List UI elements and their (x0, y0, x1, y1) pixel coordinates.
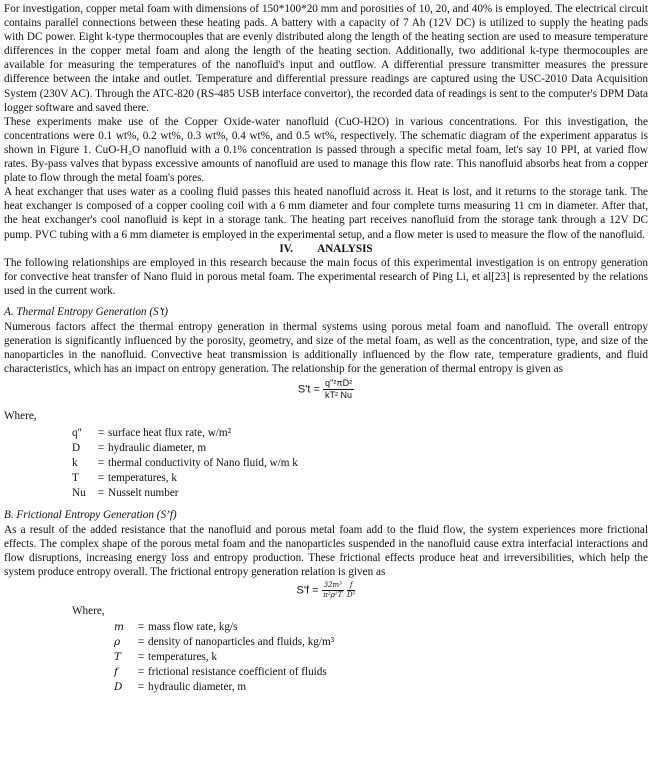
definition-symbol: D (114, 681, 123, 694)
definition-row (72, 471, 648, 486)
paragraph-experimental-setup: For investigation, copper metal foam with dimensions of 150*100*20 mm and porosities of 10, 20, and 40% is employed. The electrical circuit contains parallel connections between these heating pads. A battery with a capacity of 7 Ah (12V DC) is utilized to supply the heating pads with DC power. Eight k-type thermocouples that are evenly distributed along the length of the heating section are used to measure temperature differences in the copper metal foam and along the length of the heating section. Additionally, two additional k-type thermocouples are available for measuring the temperatures of the nanofluid's input and outflow. A differential pressure transmitter measures the pressure difference between the intake and outlet. Temperature and differential pressure readings are captured using the USC-2010 Data Acquisition System (230V AC). Through the ATC-820 (RS-485 USB interface convertor), the recorded data of readings is sent to the computer's DPM Data logger software and saved there. (4, 3, 648, 114)
definition-row (114, 620, 648, 635)
definition-text: surface heat flux rate, w/m² (108, 426, 231, 439)
paragraph-frictional-entropy: As a result of the added resistance that the nanofluid and porous metal foam add to the fluid flow, the system experiences more frictional effects. The complex shape of the porous metal foam and the nanoparticles suspended in the nanofluid cause extra interfacial interactions and flow disruptions, increasing energy loss and entropy production. These frictional effects produce heat and irreversibilities, which help the system produce entropy overall. The frictional entropy generation relation is given as (4, 523, 648, 578)
definition-row (114, 635, 648, 650)
definition-text: Nusselt number (108, 486, 179, 499)
definition-equals: = (137, 666, 145, 679)
equation-friction-fraction-2 (347, 581, 355, 600)
equation-frictional-entropy (4, 581, 648, 600)
equation-thermal-lhs: S't = (297, 383, 320, 396)
definition-symbol: Nu (72, 486, 86, 499)
definition-equals: = (137, 651, 145, 664)
definition-text: temperatures, k (148, 651, 217, 664)
where-label-friction: Where, (72, 605, 105, 617)
subsection-frictional-heading: B. Frictional Entropy Generation (S’f) (4, 508, 177, 521)
definition-text: mass flow rate, kg/s (148, 621, 238, 634)
paragraph-thermal-entropy: Numerous factors affect the thermal entropy generation in thermal systems using porous metal foam and nanofluid. The overall entropy generation is significantly influenced by the porosity, geometry, and size of the metal foam, as well as the concentration, type, and size of the nanoparticles in the nanofluid. Convective heat transmission is additionally influenced by the flow rate, temperature gradients, and fluid characteristics, which has an impact on entropy generation. The relationship for the generation of thermal entropy is given as (4, 321, 648, 376)
definition-equals: = (97, 441, 105, 454)
definition-symbol: q'' (72, 426, 82, 439)
equation-friction-denominator-2: D⁵ (347, 591, 356, 599)
definition-text: density of nanoparticles and fluids, kg/m³ (148, 636, 335, 649)
definition-equals: = (137, 636, 145, 649)
equation-friction-numerator-1: 32m³ (323, 581, 342, 589)
equation-friction-lhs: S'f = (296, 584, 319, 597)
definition-symbol: m (114, 621, 124, 634)
equation-thermal-fraction (323, 378, 354, 401)
equation-thermal-denominator: kT² Nu (325, 390, 353, 401)
subsection-thermal-heading: A. Thermal Entropy Generation (S’t) (4, 305, 168, 318)
frictional-variable-definitions (114, 620, 648, 695)
equation-thermal-entropy (4, 378, 648, 401)
definition-text: hydraulic diameter, m (148, 681, 247, 694)
section-number: IV. (279, 242, 294, 255)
definition-row (72, 426, 648, 441)
section-title: ANALYSIS (317, 242, 373, 255)
definition-text: thermal conductivity of Nano fluid, w/m k (108, 456, 298, 469)
definition-text: hydraulic diameter, m (108, 441, 207, 454)
definition-row (72, 486, 648, 501)
where-label-thermal: Where, (4, 410, 37, 423)
definition-row (114, 650, 648, 665)
paragraph-heat-exchanger: A heat exchanger that uses water as a cooling fluid passes this heated nanofluid across it. Heat is lost, and it returns to the storage tank. The heat exchanger is composed of a copper cooling coil with a 6 mm diameter and four complete turns measuring 11 cm in diameter. After that, the heat exchanger's cool nanofluid is kept in a storage tank. The heating part receives nanofluid from the storage tank through a 12V DC pump. PVC tubing with a 6 mm diameter is employed in the experimental setup, and a flow meter is used to measure the flow of the nanofluid. (4, 186, 648, 241)
definition-equals: = (137, 681, 145, 694)
definition-symbol: k (72, 456, 78, 469)
definition-equals: = (97, 471, 105, 484)
definition-equals: = (97, 456, 105, 469)
definition-row (72, 456, 648, 471)
definition-equals: = (137, 621, 145, 634)
definition-row (72, 441, 648, 456)
definition-text: frictional resistance coefficient of fluids (148, 666, 327, 679)
definition-equals: = (97, 486, 105, 499)
definition-symbol: T (72, 471, 79, 484)
definition-symbol: T (114, 651, 122, 664)
equation-friction-fraction-1 (322, 581, 344, 600)
definition-text: temperatures, k (108, 471, 177, 484)
definition-equals: = (97, 426, 105, 439)
definition-symbol: ρ (114, 636, 121, 649)
definition-symbol: D (72, 441, 81, 454)
thermal-variable-definitions (72, 426, 648, 501)
definition-symbol: f (114, 666, 118, 679)
definition-row (114, 680, 648, 695)
equation-friction-numerator-2: f (347, 581, 355, 591)
section-heading (4, 242, 648, 256)
paragraph-nanofluid-concentrations: These experiments make use of the Copper Oxide-water nanofluid (CuO-H2O) in various concentrations. For this investigation, the concentrations were 0.1 wt%, 0.2 wt%, 0.3 wt%, 0.4 wt%, and 0.5 wt%, respectively. The schematic diagram of the experiment apparatus is shown in Figure 1. CuO-H₂O nanofluid with a 0.1% concentration is passed through a specific metal foam, let's say 10 PPI, at varied flow rates. By-pass valves that bypass excessive amounts of nanofluid are used to manage this flow rate. This nanofluid absorbs heat from a copper plate to flow through the metal foam's pores. (4, 115, 648, 185)
equation-thermal-numerator: q''²πD² (324, 378, 353, 389)
definition-row (114, 665, 648, 680)
paragraph-analysis-intro: The following relationships are employed in this research because the main focus of this experimental investigation is on entropy generation for convective heat transfer of Nano fluid in porous metal foam. The experimental research of Ping Li, et al[23] is represented by the relations used in the current work. (4, 256, 648, 297)
equation-friction-denominator-1: π²ρ²T (323, 591, 343, 599)
